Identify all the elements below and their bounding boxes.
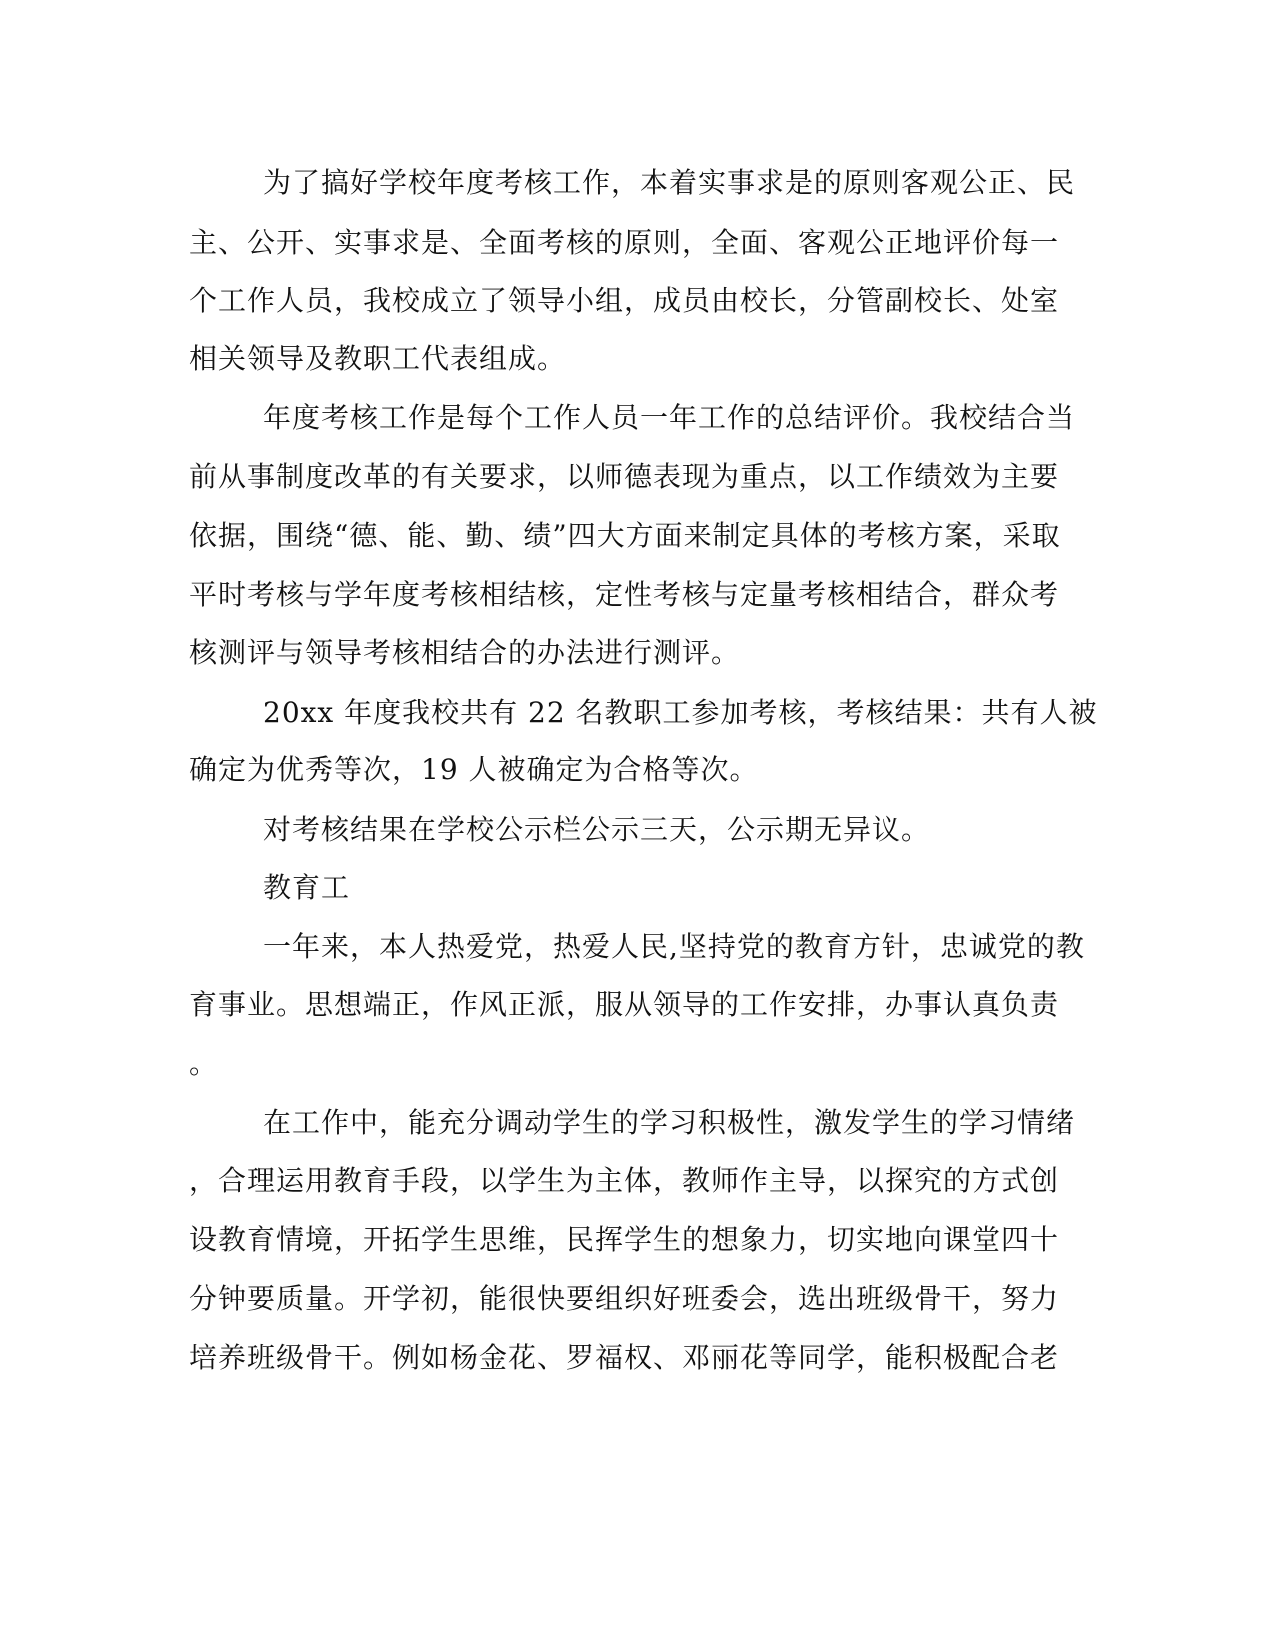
paragraph-7-line-4: 分钟要质量。开学初，能很快要组织好班委会，选出班级骨干，努力 — [189, 1282, 1060, 1315]
paragraph-7-line-2: ，合理运用教育手段，以学生为主体，教师作主导，以探究的方式创 — [189, 1164, 1060, 1197]
paragraph-2-line-1: 年度考核工作是每个工作人员一年工作的总结评价。我校结合当 — [263, 401, 1076, 434]
paragraph-1-line-2: 主、公开、实事求是、全面考核的原则，全面、客观公正地评价每一 — [189, 226, 1060, 259]
paragraph-4-line-1: 对考核结果在学校公示栏公示三天，公示期无异议。 — [263, 813, 931, 846]
paragraph-5-line-1: 教育工 — [263, 871, 351, 904]
paragraph-2-line-2: 前从事制度改革的有关要求，以师德表现为重点，以工作绩效为主要 — [189, 460, 1060, 493]
paragraph-6-line-1: 一年来，本人热爱党，热爱人民,坚持党的教育方针，忠诚党的教 — [263, 930, 1085, 963]
paragraph-1-line-1: 为了搞好学校年度考核工作，本着实事求是的原则客观公正、民 — [263, 166, 1076, 199]
paragraph-7-line-1: 在工作中，能充分调动学生的学习积极性，激发学生的学习情绪 — [263, 1106, 1076, 1139]
paragraph-2-line-5: 核测评与领导考核相结合的办法进行测评。 — [189, 636, 741, 669]
paragraph-2-line-3: 依据，围绕“德、能、勤、绩”四大方面来制定具体的考核方案，采取 — [189, 519, 1061, 552]
paragraph-7-line-5: 培养班级骨干。例如杨金花、罗福权、邓丽花等同学，能积极配合老 — [189, 1341, 1060, 1374]
paragraph-1-line-4: 相关领导及教职工代表组成。 — [189, 342, 567, 375]
paragraph-1-line-3: 个工作人员，我校成立了领导小组，成员由校长，分管副校长、处室 — [189, 284, 1060, 317]
paragraph-7-line-3: 设教育情境，开拓学生思维，民挥学生的想象力，切实地向课堂四十 — [189, 1223, 1060, 1256]
paragraph-3-line-1: 20xx 年度我校共有 22 名教职工参加考核，考核结果：共有人被 — [263, 696, 1098, 729]
paragraph-6-line-2: 育事业。思想端正，作风正派，服从领导的工作安排，办事认真负责 — [189, 988, 1060, 1021]
paragraph-2-line-4: 平时考核与学年度考核相结核，定性考核与定量考核相结合，群众考 — [189, 578, 1060, 611]
paragraph-6-line-3: 。 — [189, 1047, 219, 1080]
paragraph-3-line-2: 确定为优秀等次，19 人被确定为合格等次。 — [189, 753, 759, 786]
